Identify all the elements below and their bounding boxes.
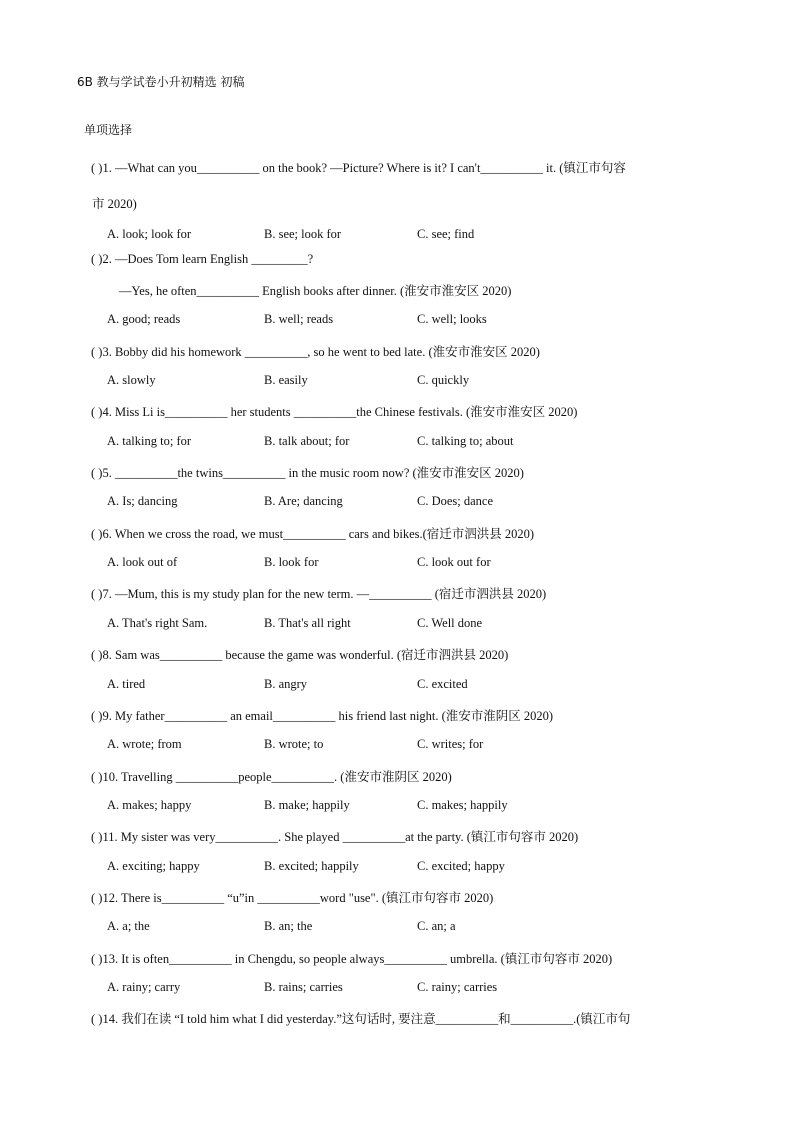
question-stem: ( )3. Bobby did his homework __________, so he went to bed late. (淮安市淮安区 2020) xyxy=(91,345,540,359)
question-stem-continued: —Yes, he often__________ English books after dinner. (淮安市淮安区 2020) xyxy=(119,284,512,298)
question-stem: ( )7. —Mum, this is my study plan for the new term. —__________ (宿迁市泗洪县 2020) xyxy=(91,587,547,601)
question-stem-continued: 市 2020) xyxy=(92,197,137,211)
option-a: A. a; the xyxy=(107,919,150,933)
question-stem: ( )6. When we cross the road, we must__________ cars and bikes.(宿迁市泗洪县 2020) xyxy=(91,527,535,541)
option-a: A. talking to; for xyxy=(107,434,192,448)
option-c: C. excited xyxy=(417,677,468,691)
question-stem: ( )10. Travelling __________people__________. (淮安市淮阴区 2020) xyxy=(91,770,452,784)
option-c: C. see; find xyxy=(417,227,475,241)
option-a: A. That's right Sam. xyxy=(107,616,208,630)
option-c: C. quickly xyxy=(417,373,470,387)
option-c: C. rainy; carries xyxy=(417,980,498,994)
option-c: C. writes; for xyxy=(417,737,484,751)
question-stem: ( )14. 我们在读 “I told him what I did yesterday.”这句话时, 要注意__________和__________.(镇江市句 xyxy=(91,1012,631,1026)
option-a: A. slowly xyxy=(107,373,156,387)
option-c: C. makes; happily xyxy=(417,798,508,812)
option-c: C. an; a xyxy=(417,919,456,933)
question-stem: ( )9. My father__________ an email__________ his friend last night. (淮安市淮阴区 2020) xyxy=(91,709,554,723)
option-b: B. well; reads xyxy=(264,312,334,326)
document-title: 6B 教与学试卷小升初精选 初稿 xyxy=(77,75,245,89)
option-b: B. That's all right xyxy=(264,616,351,630)
option-c: C. look out for xyxy=(417,555,491,569)
option-c: C. well; looks xyxy=(417,312,487,326)
question-stem: ( )12. There is__________ “u”in __________word "use". (镇江市句容市 2020) xyxy=(91,891,494,905)
option-a: A. rainy; carry xyxy=(107,980,181,994)
question-stem: ( )4. Miss Li is__________ her students __________the Chinese festivals. (淮安市淮安区 2020) xyxy=(91,405,578,419)
option-a: A. Is; dancing xyxy=(107,494,178,508)
question-stem: ( )13. It is often__________ in Chengdu, so people always__________ umbrella. (镇江市句容市 2020) xyxy=(91,952,613,966)
option-b: B. wrote; to xyxy=(264,737,324,751)
option-b: B. an; the xyxy=(264,919,313,933)
option-c: C. Does; dance xyxy=(417,494,494,508)
question-stem: ( )1. —What can you__________ on the book? —Picture? Where is it? I can't__________ it. (镇江市句容 xyxy=(91,161,626,175)
question-stem: ( )2. —Does Tom learn English _________? xyxy=(91,252,314,266)
question-stem: ( )5. __________the twins__________ in the music room now? (淮安市淮安区 2020) xyxy=(91,466,524,480)
option-b: B. rains; carries xyxy=(264,980,343,994)
option-b: B. make; happily xyxy=(264,798,350,812)
option-a: A. tired xyxy=(107,677,146,691)
question-stem: ( )11. My sister was very__________. She played __________at the party. (镇江市句容市 2020) xyxy=(91,830,579,844)
option-a: A. makes; happy xyxy=(107,798,192,812)
option-b: B. easily xyxy=(264,373,308,387)
option-b: B. see; look for xyxy=(264,227,342,241)
option-b: B. angry xyxy=(264,677,308,691)
option-b: B. excited; happily xyxy=(264,859,359,873)
option-b: B. Are; dancing xyxy=(264,494,343,508)
question-stem: ( )8. Sam was__________ because the game was wonderful. (宿迁市泗洪县 2020) xyxy=(91,648,509,662)
option-c: C. talking to; about xyxy=(417,434,514,448)
option-a: A. exciting; happy xyxy=(107,859,200,873)
option-c: C. Well done xyxy=(417,616,483,630)
section-title: 单项选择 xyxy=(84,123,133,137)
option-a: A. look; look for xyxy=(107,227,192,241)
option-a: A. good; reads xyxy=(107,312,181,326)
option-c: C. excited; happy xyxy=(417,859,505,873)
option-b: B. talk about; for xyxy=(264,434,350,448)
option-a: A. wrote; from xyxy=(107,737,182,751)
option-a: A. look out of xyxy=(107,555,178,569)
option-b: B. look for xyxy=(264,555,319,569)
